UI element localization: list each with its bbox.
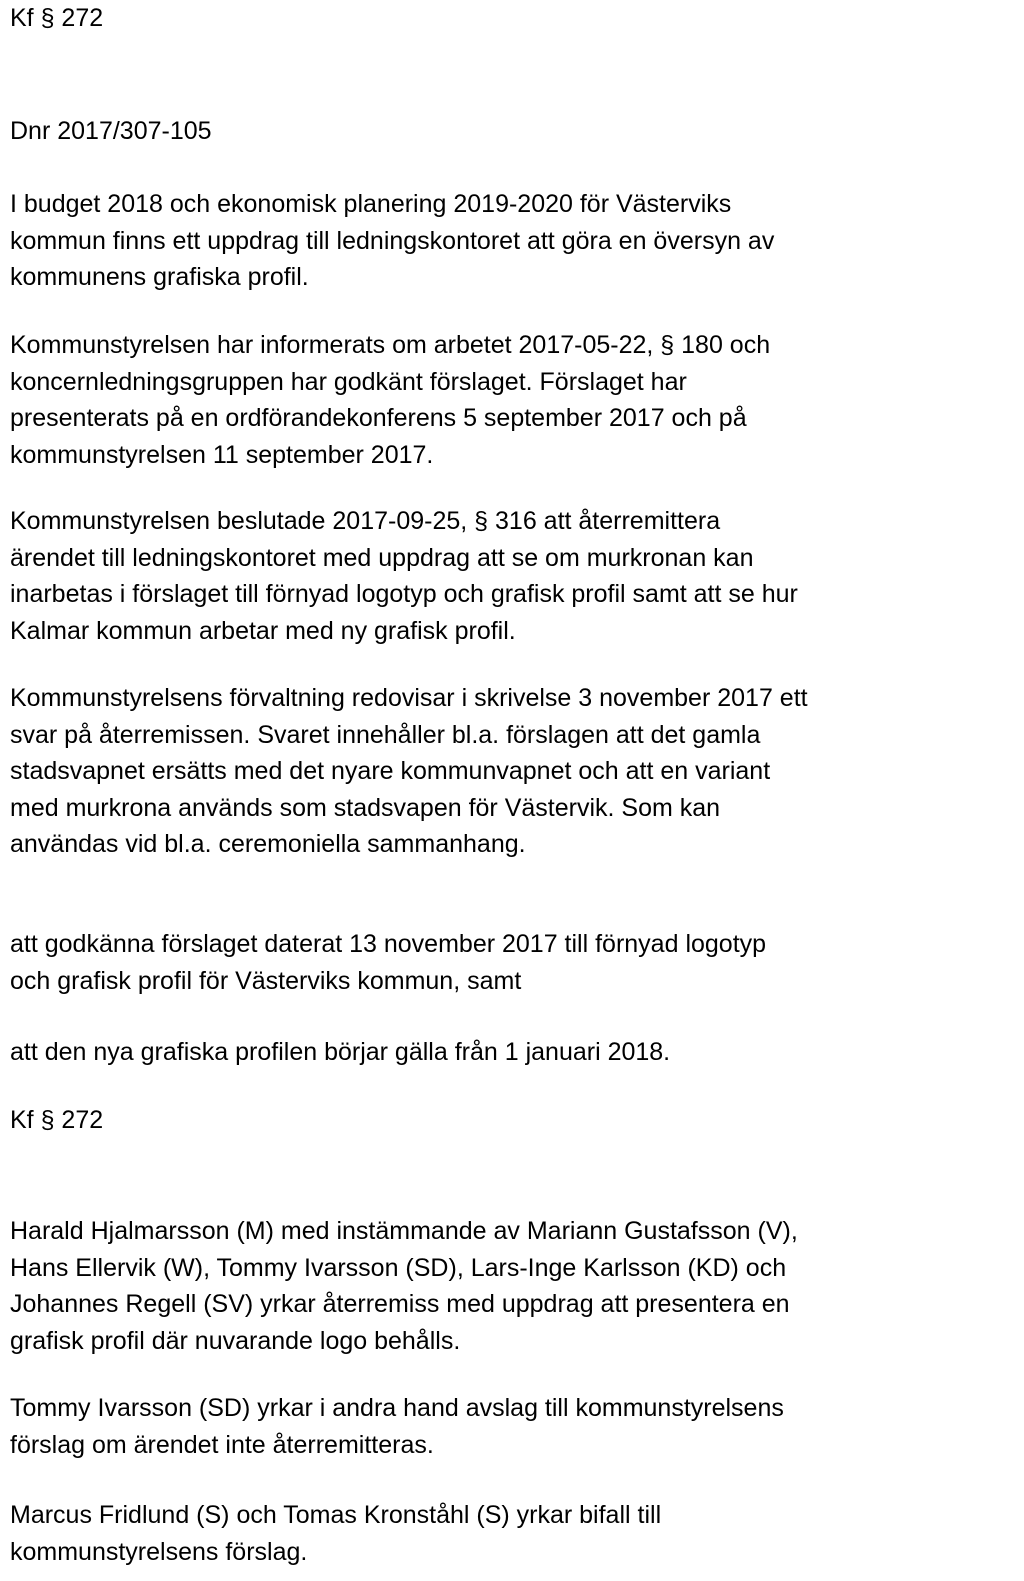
text-line: koncernledningsgruppen har godkänt förslaget. Förslaget har (10, 367, 687, 396)
text-line: att godkänna förslaget daterat 13 november 2017 till förnyad logotyp (10, 930, 767, 958)
text-line: användas vid bl.a. ceremoniella sammanhang. (10, 830, 526, 859)
text-line: Hans Ellervik (W), Tommy Ivarsson (SD), Lars-Inge Karlsson (KD) och (10, 1253, 787, 1282)
text-line: grafisk profil där nuvarande logo behålls. (10, 1326, 461, 1355)
text-line: förslag om ärendet inte återremitteras. (10, 1430, 434, 1459)
text-line: Kalmar kommun arbetar med ny grafisk profil. (10, 616, 516, 645)
section-reference-repeat: Kf § 272 (10, 1106, 104, 1134)
text-line: kommun finns ett uppdrag till ledningskontoret att göra en översyn av (10, 226, 775, 255)
proposal-approve (10, 926, 1020, 999)
diary-number: Dnr 2017/307-105 (10, 117, 212, 145)
text-line: kommunstyrelsen 11 september 2017. (10, 440, 434, 469)
section-reference: Kf § 272 (10, 4, 104, 32)
text-line: inarbetas i förslaget till förnyad logotyp och grafisk profil samt att se hur (10, 580, 798, 609)
text-line: och grafisk profil för Västerviks kommun, samt (10, 966, 522, 995)
text-line: kommunstyrelsens förslag. (10, 1537, 308, 1566)
text-line: Kommunstyrelsen har informerats om arbetet 2017-05-22, § 180 och (10, 331, 771, 359)
paragraph-board-informed (10, 327, 1020, 473)
paragraph-referral-decision (10, 503, 1020, 649)
text-line: med murkrona används som stadsvapen för Västervik. Som kan (10, 793, 721, 822)
text-line: Harald Hjalmarsson (M) med instämmande av Mariann Gustafsson (V), (10, 1217, 798, 1245)
text-line: Tommy Ivarsson (SD) yrkar i andra hand avslag till kommunstyrelsens (10, 1394, 784, 1422)
text-line: att den nya grafiska profilen börjar gälla från 1 januari 2018. (10, 1038, 671, 1066)
paragraph-administration-report (10, 680, 1020, 863)
text-line: kommunens grafiska profil. (10, 263, 309, 292)
proposal-effective-date (10, 1034, 1020, 1071)
paragraph-motion-approval (10, 1497, 1020, 1570)
text-line: Marcus Fridlund (S) och Tomas Kronståhl (S) yrkar bifall till (10, 1501, 662, 1529)
text-line: stadsvapnet ersätts med det nyare kommunvapnet och att en variant (10, 757, 771, 786)
text-line: ärendet till ledningskontoret med uppdrag att se om murkronan kan (10, 543, 754, 572)
text-line: svar på återremissen. Svaret innehåller bl.a. förslagen att det gamla (10, 720, 761, 749)
paragraph-budget-assignment (10, 186, 1020, 296)
text-line: presenterats på en ordförandekonferens 5 september 2017 och på (10, 404, 747, 433)
paragraph-motion-rejection (10, 1390, 1020, 1463)
text-line: Kommunstyrelsens förvaltning redovisar i skrivelse 3 november 2017 ett (10, 684, 808, 712)
text-line: Kommunstyrelsen beslutade 2017-09-25, § 316 att återremittera (10, 507, 721, 535)
text-line: I budget 2018 och ekonomisk planering 2019-2020 för Västerviks (10, 190, 732, 218)
text-line: Johannes Regell (SV) yrkar återremiss med uppdrag att presentera en (10, 1290, 790, 1319)
paragraph-motion-referral (10, 1213, 1020, 1359)
